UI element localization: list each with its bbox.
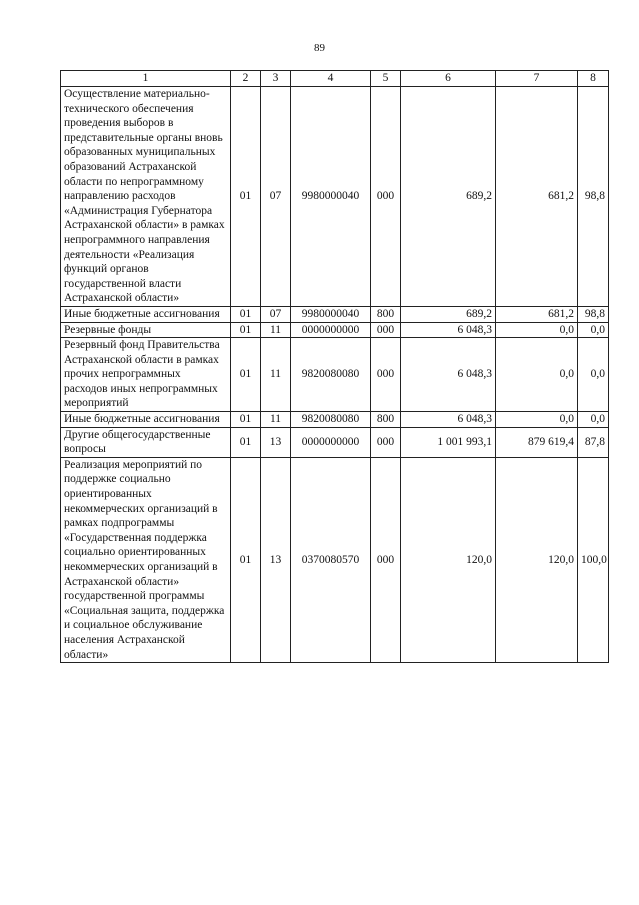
row-name: Резервный фонд Правительства Астраханской области в рамках прочих непрограммных расходов иных непрограммных мероприятий <box>61 338 231 412</box>
header-cell-1: 1 <box>61 71 231 87</box>
row-section: 01 <box>231 338 261 412</box>
row-target-article: 9820080080 <box>291 412 371 428</box>
row-expense-type: 800 <box>371 306 401 322</box>
row-subsection: 13 <box>261 427 291 457</box>
row-plan: 689,2 <box>401 87 496 307</box>
row-fact: 0,0 <box>496 338 578 412</box>
table-row <box>61 412 609 428</box>
row-percent: 0,0 <box>578 322 609 338</box>
table-row <box>61 87 609 307</box>
table-row <box>61 427 609 457</box>
row-name: Резервные фонды <box>61 322 231 338</box>
row-name: Реализация мероприятий по поддержке социально ориентированных некоммерческих организаций в рамках подпрограммы «Государственная поддержка социально ориентированных некоммерческих организаций в Астраханской области» государственной программы «Социальная защита, поддержка и социальное обслуживание населения Астраханской области» <box>61 457 231 662</box>
row-subsection: 11 <box>261 338 291 412</box>
row-fact: 0,0 <box>496 322 578 338</box>
row-name: Иные бюджетные ассигнования <box>61 412 231 428</box>
page-number: 89 <box>314 42 325 54</box>
row-fact: 681,2 <box>496 87 578 307</box>
header-cell-5: 5 <box>371 71 401 87</box>
row-name: Осуществление материально-технического обеспечения проведения выборов в представительные органы вновь образованных муниципальных образований Астраханской области по непрограммному направлению расходов «Администрация Губернатора Астраханской области» в рамках непрограммного направления деятельности «Реализация функций органов государственной власти Астраханской области» <box>61 87 231 307</box>
row-fact: 879 619,4 <box>496 427 578 457</box>
budget-table <box>60 70 609 663</box>
row-target-article: 0000000000 <box>291 427 371 457</box>
row-subsection: 13 <box>261 457 291 662</box>
header-cell-7: 7 <box>496 71 578 87</box>
row-expense-type: 000 <box>371 457 401 662</box>
row-percent: 0,0 <box>578 412 609 428</box>
row-plan: 6 048,3 <box>401 338 496 412</box>
row-section: 01 <box>231 427 261 457</box>
table-row <box>61 338 609 412</box>
row-subsection: 07 <box>261 306 291 322</box>
row-plan: 6 048,3 <box>401 322 496 338</box>
row-fact: 681,2 <box>496 306 578 322</box>
row-section: 01 <box>231 412 261 428</box>
row-plan: 689,2 <box>401 306 496 322</box>
row-section: 01 <box>231 87 261 307</box>
header-cell-2: 2 <box>231 71 261 87</box>
row-target-article: 9820080080 <box>291 338 371 412</box>
row-expense-type: 000 <box>371 338 401 412</box>
row-section: 01 <box>231 306 261 322</box>
table-row <box>61 306 609 322</box>
row-expense-type: 000 <box>371 427 401 457</box>
row-plan: 1 001 993,1 <box>401 427 496 457</box>
row-expense-type: 800 <box>371 412 401 428</box>
table-row <box>61 457 609 662</box>
header-cell-4: 4 <box>291 71 371 87</box>
header-row <box>61 71 609 87</box>
row-name: Другие общегосударственные вопросы <box>61 427 231 457</box>
row-subsection: 07 <box>261 87 291 307</box>
row-name: Иные бюджетные ассигнования <box>61 306 231 322</box>
row-expense-type: 000 <box>371 87 401 307</box>
row-percent: 0,0 <box>578 338 609 412</box>
row-percent: 98,8 <box>578 87 609 307</box>
row-target-article: 0000000000 <box>291 322 371 338</box>
row-fact: 0,0 <box>496 412 578 428</box>
row-target-article: 9980000040 <box>291 87 371 307</box>
row-fact: 120,0 <box>496 457 578 662</box>
row-section: 01 <box>231 322 261 338</box>
table-row <box>61 322 609 338</box>
row-target-article: 9980000040 <box>291 306 371 322</box>
row-section: 01 <box>231 457 261 662</box>
header-cell-6: 6 <box>401 71 496 87</box>
row-expense-type: 000 <box>371 322 401 338</box>
header-cell-8: 8 <box>578 71 609 87</box>
row-plan: 6 048,3 <box>401 412 496 428</box>
header-cell-3: 3 <box>261 71 291 87</box>
row-percent: 98,8 <box>578 306 609 322</box>
row-percent: 100,0 <box>578 457 609 662</box>
row-percent: 87,8 <box>578 427 609 457</box>
row-subsection: 11 <box>261 322 291 338</box>
row-subsection: 11 <box>261 412 291 428</box>
row-plan: 120,0 <box>401 457 496 662</box>
row-target-article: 0370080570 <box>291 457 371 662</box>
